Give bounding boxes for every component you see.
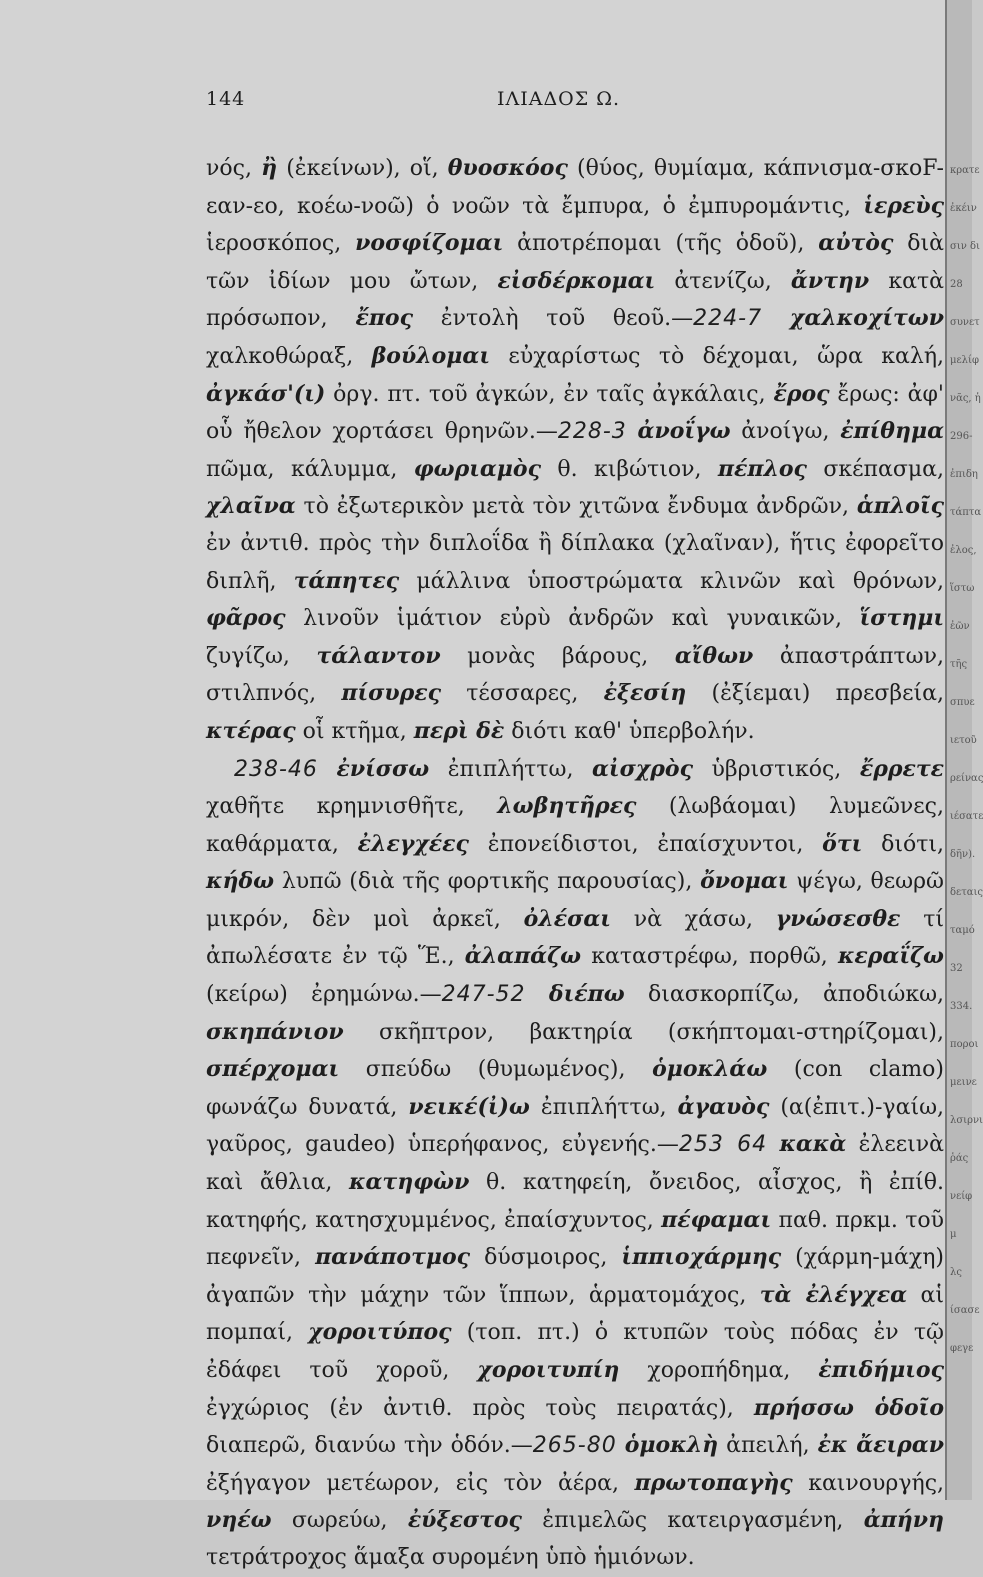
headword: ἐπιδήμιος: [818, 1357, 944, 1383]
gloss-text: ἱεροσκόπος,: [206, 231, 356, 257]
headword: βούλομαι: [371, 342, 490, 369]
gloss-text: τετράτροχος ἅμαξα συρομένη ὑπὸ ἡμιόνων.: [206, 1544, 695, 1570]
verse-reference: 228-3: [557, 419, 627, 445]
headword: ἐκ ἄειραν: [817, 1432, 944, 1459]
gloss-text: οἷ κτῆμα,: [295, 718, 414, 744]
margin-fragment: ταμό: [950, 925, 975, 936]
margin-fragment: ρείνας: [950, 773, 983, 784]
headword: διέπω: [548, 981, 625, 1008]
headword: πρωτοπαγὴς: [634, 1469, 793, 1496]
gloss-text: αἱ πομπαί,: [206, 1282, 944, 1346]
gloss-text: λινοῦν ἱμάτιον εὐρὺ ἀνδρῶν καὶ γυναικῶν,: [285, 606, 860, 632]
headword: χλαῖνα: [206, 493, 296, 520]
gloss-text: ἀτενίζω,: [655, 268, 791, 294]
headword: ἔρρετε: [859, 755, 945, 782]
headword: πανάποτμος: [315, 1244, 471, 1271]
page-number: 144: [206, 88, 246, 110]
headword: ὅτι: [822, 830, 863, 857]
headword: κακὰ: [779, 1131, 847, 1158]
gloss-text: ψέγω, θεωρῶ μικρόν, δὲν μοὶ ἀρκεῖ,: [206, 869, 944, 932]
gloss-text: ζυγίζω,: [206, 643, 317, 669]
gloss-text: [767, 1132, 779, 1157]
headword: ἀπήνη: [863, 1507, 944, 1534]
headword: περὶ δὲ: [413, 717, 505, 744]
paragraph: [206, 150, 944, 751]
gloss-text: νός,: [206, 156, 262, 181]
gloss-text: (τοπ. πτ.) ὁ κτυπῶν τοὺς πόδας ἐν τῷ ἐδάφει τοῦ χοροῦ,: [206, 1320, 944, 1383]
verse-reference: 247-52: [441, 982, 526, 1008]
gloss-text: [318, 757, 337, 782]
margin-fragment: κρατε: [950, 165, 980, 176]
running-header: [206, 88, 911, 118]
margin-fragment: ῥάς: [950, 1153, 969, 1164]
margin-fragment: τάπτα: [950, 507, 982, 518]
verse-reference: 224-7: [693, 306, 763, 332]
margin-fragment: ἐῶν: [950, 621, 970, 632]
headword: ἐξεσίη: [603, 680, 687, 707]
gloss-text: ἐν ἀντιθ. πρὸς τὴν διπλοΐδα ἢ δίπλακα (χλαῖναν), ἥτις ἐφορεῖτο διπλῆ,: [206, 530, 944, 594]
headword: χοροιτύπος: [308, 1319, 452, 1346]
gloss-text: διασκορπίζω, ἀποδιώκω,: [624, 982, 944, 1008]
gloss-text: σπεύδω (θυμωμένος),: [339, 1057, 653, 1083]
gloss-text: καινουργής,: [792, 1470, 945, 1496]
gloss-text: νὰ χάσω,: [610, 906, 776, 932]
gloss-text: (ἐξίεμαι) πρεσβεία,: [686, 681, 945, 707]
headword: ἔπος: [355, 305, 413, 332]
gloss-text: ὑβριστικός,: [692, 756, 860, 782]
gloss-text: σκῆπτρον, βακτηρία (σκήπτομαι-στηρίζομαι),: [343, 1019, 944, 1045]
gloss-text: μάλλινα ὑποστρώματα κλινῶν καὶ θρόνων,: [399, 568, 944, 594]
margin-fragment: λσιρνι: [950, 1115, 983, 1126]
margin-fragment: συνετ: [950, 317, 980, 328]
margin-fragment: 296-: [950, 431, 973, 442]
headword: ἱερεὺς: [863, 192, 944, 219]
margin-fragment: νείφ: [950, 1191, 973, 1202]
margin-fragment: δῆν).: [950, 849, 976, 860]
margin-fragment: δεταις: [950, 887, 983, 898]
gloss-text: (κείρω) ἐρημώνω.—: [206, 982, 442, 1008]
gloss-text: ἐγχώριος (ἐν ἀντιθ. πρὸς τοὺς πειρατάς),: [206, 1395, 754, 1421]
gloss-text: τὸ ἐξωτερικὸν μετὰ τὸν χιτῶνα ἔνδυμα ἀνδρῶν,: [295, 494, 857, 520]
margin-fragment: ἐπιδη: [950, 469, 978, 480]
margin-fragment: ποροι: [950, 1039, 979, 1050]
margin-fragment: τῆς: [950, 659, 968, 670]
gloss-text: (χάρμη-μάχη) ἀγαπῶν τὴν μάχην τῶν ἵππων, ἁρματομάχος,: [206, 1245, 944, 1308]
verse-reference: 265-80: [532, 1433, 617, 1459]
headword: νεικέ(ἰ)ω: [408, 1093, 530, 1120]
gloss-text: ἔρως: ἀφ' οὗ ἤθελον χορτάσει θρηνῶν.—: [206, 381, 944, 445]
headword: πέπλος: [717, 455, 807, 482]
headword: ἐπίθημα: [840, 418, 945, 445]
headword: φωριαμὸς: [413, 455, 541, 482]
margin-fragment: 28: [950, 279, 963, 290]
gloss-text: δύσμοιρος,: [470, 1245, 622, 1271]
gloss-text: καταστρέφω, πορθῶ,: [581, 944, 838, 970]
running-title: ΙΛΙΑΔΟΣ Ω.: [496, 88, 621, 110]
gloss-text: θ. κατηφείη, ὄνειδος, αἶσχος, ἢ ἐπίθ. κατηφής, κατησχυμμένος, ἐπαίσχυντος,: [206, 1170, 944, 1233]
headword: τάπητες: [293, 567, 400, 594]
gloss-text: χαθῆτε κρημνισθῆτε,: [206, 794, 498, 820]
margin-fragment: 334.: [950, 1001, 973, 1012]
headword: κτέρας: [206, 717, 296, 744]
headword: σπέρχομαι: [206, 1056, 340, 1083]
headword: ἢ: [261, 155, 278, 181]
margin-fragment: μ: [950, 1229, 957, 1240]
gloss-text: [762, 306, 790, 331]
gloss-text: ἀπειλή,: [718, 1433, 818, 1459]
gloss-text: εὐχαρίστως τὸ δέχομαι, ὥρα καλή,: [489, 343, 944, 369]
headword: ἀγαυὸς: [677, 1093, 770, 1120]
gloss-text: ἀνοίγω,: [730, 419, 841, 445]
headword: ἐλεγχέες: [357, 830, 469, 857]
margin-fragment: 32: [950, 963, 963, 974]
gloss-text: [526, 982, 549, 1007]
gloss-text: ἐπιπλήττω,: [429, 756, 592, 782]
headword: χοροιτυπίη: [477, 1357, 620, 1383]
headword: ἵστημι: [859, 605, 944, 632]
headword: νοσφίζομαι: [355, 230, 504, 257]
headword: ἐνίσσω: [336, 755, 430, 782]
margin-fragment: μελίφ: [950, 355, 979, 366]
headword: σκηπάνιον: [206, 1018, 344, 1045]
gloss-text: σκέπασμα,: [806, 456, 945, 482]
gloss-text: χοροπήδημα,: [619, 1358, 819, 1383]
gloss-text: ὀργ. πτ. τοῦ ἀγκών, ἐν ταῖς ἀγκάλαις,: [325, 381, 774, 407]
margin-fragment: σπυε: [950, 697, 975, 708]
gloss-text: λυπῶ (διὰ τῆς φορτικῆς παρουσίας),: [274, 869, 701, 895]
commentary-text: [206, 150, 944, 1577]
headword: θυοσκόος: [447, 155, 568, 181]
gloss-text: ἐλεεινὰ καὶ ἄθλια,: [206, 1132, 944, 1196]
headword: ἀλαπάζω: [464, 943, 582, 970]
margin-fragment: ἐκέιν: [950, 203, 977, 214]
headword: φᾶρος: [206, 605, 286, 632]
gloss-text: κατὰ πρόσωπον,: [206, 268, 944, 332]
gloss-text: ἐπιπλήττω,: [529, 1094, 678, 1120]
gloss-text: παθ. πρκμ. τοῦ πεφνεῖν,: [206, 1207, 944, 1271]
verse-reference: 238-46: [234, 756, 318, 782]
gloss-text: διαπερῶ, διανύω τὴν ὁδόν.—: [206, 1433, 533, 1459]
verse-reference: 253 64: [678, 1132, 768, 1158]
gloss-text: θ. κιβώτιον,: [540, 456, 718, 482]
gloss-text: (ἐκείνων), οἵ,: [277, 156, 448, 181]
headword: αἰσχρὸς: [592, 755, 693, 782]
headword: τάλαντον: [316, 642, 441, 669]
paragraph: [206, 751, 944, 1577]
gloss-text: ἀποτρέπομαι (τῆς ὁδοῦ),: [503, 231, 819, 257]
gloss-text: (α(ἐπιτ.)-γαίω, γαῦρος, gaudeo) ὑπερήφανος, εὐγενής.—: [206, 1094, 945, 1158]
facing-page-edge: [945, 0, 983, 1500]
gloss-text: ἀπαστράπτων, στιλπνός,: [206, 643, 944, 707]
gloss-text: ἐξήγαγον μετέωρον, εἰς τὸν ἀέρα,: [206, 1470, 635, 1496]
gloss-text: ἐπιμελῶς κατειργασμένη,: [521, 1508, 864, 1534]
gloss-text: ἐπονείδιστοι, ἐπαίσχυντοι,: [468, 831, 823, 857]
headword: νηέω: [206, 1507, 272, 1534]
headword: τὰ ἐλέγχεα: [759, 1281, 908, 1308]
gloss-text: (con clamo) φωνάζω δυνατά,: [206, 1057, 944, 1120]
gloss-text: [627, 419, 638, 444]
headword: ἀγκάσ'(ι): [206, 380, 326, 407]
margin-fragment: ιέσατε: [950, 811, 983, 822]
headword: ἐύξεστος: [407, 1507, 522, 1534]
headword: λωβητῆρες: [497, 793, 637, 820]
headword: κήδω: [206, 868, 275, 895]
headword: αἴθων: [674, 642, 754, 669]
headword: χαλκοχίτων: [789, 305, 944, 332]
headword: γνώσεσθε: [775, 905, 901, 932]
margin-fragment: ιετοῦ: [950, 735, 977, 746]
gloss-text: σωρεύω,: [271, 1508, 408, 1534]
gloss-text: (θύος, θυμίαμα, κάπνισμα-σκοF-εαν-εο, κοέω-νοῶ) ὁ νοῶν τὰ ἔμπυρα, ὁ ἐμπυρομάντις,: [206, 156, 944, 219]
headword: ἱππιοχάρμης: [621, 1244, 782, 1271]
headword: πέφαμαι: [661, 1206, 772, 1233]
gloss-text: μονὰς βάρους,: [440, 643, 675, 669]
margin-fragment: μεινε: [950, 1077, 977, 1088]
margin-fragment: λς: [950, 1267, 962, 1278]
margin-fragment: ἵστω: [950, 583, 975, 594]
headword: κεραΐζω: [837, 943, 944, 970]
headword: ἀνοΐγω: [637, 418, 731, 445]
gloss-text: [617, 1433, 625, 1458]
margin-fragment: σιν δι: [950, 241, 980, 252]
headword: εἰσδέρκομαι: [497, 267, 656, 294]
headword: ὁμοκλὴ: [624, 1432, 719, 1459]
headword: ὁμοκλάω: [652, 1056, 768, 1083]
headword: ὄνομαι: [700, 868, 789, 895]
gloss-text: τέσσαρες,: [441, 681, 604, 707]
headword: πρήσσω ὁδοῖο: [753, 1394, 944, 1421]
headword: ἔρος: [773, 380, 830, 407]
margin-fragment: ἐλος,: [950, 545, 977, 556]
margin-fragment: νᾶς, ἡ: [950, 393, 981, 404]
headword: ἁπλοῖς: [856, 493, 944, 520]
margin-fragment: ίσασε: [950, 1305, 980, 1316]
gloss-text: πῶμα, κάλυμμα,: [206, 456, 414, 482]
gloss-text: χαλκοθώραξ,: [206, 343, 372, 369]
gloss-text: διὰ τῶν ἰδίων μου ὤτων,: [206, 231, 944, 294]
headword: αὐτὸς: [818, 230, 894, 257]
gloss-text: διότι,: [862, 831, 944, 857]
gloss-text: ἐντολὴ τοῦ θεοῦ.—: [413, 306, 694, 332]
headword: κατηφὼν: [349, 1169, 470, 1196]
gloss-text: (λωβάομαι) λυμεῶνες, καθάρματα,: [206, 794, 944, 857]
headword: πίσυρες: [341, 680, 442, 707]
headword: ὀλέσαι: [523, 905, 611, 932]
gloss-text: διότι καθ' ὑπερβολήν.: [504, 718, 755, 744]
headword: ἄντην: [790, 267, 870, 294]
gloss-text: τί ἀπωλέσατε ἐν τῷ Ἕ.,: [206, 906, 944, 970]
margin-fragment: φεγε: [950, 1343, 974, 1354]
